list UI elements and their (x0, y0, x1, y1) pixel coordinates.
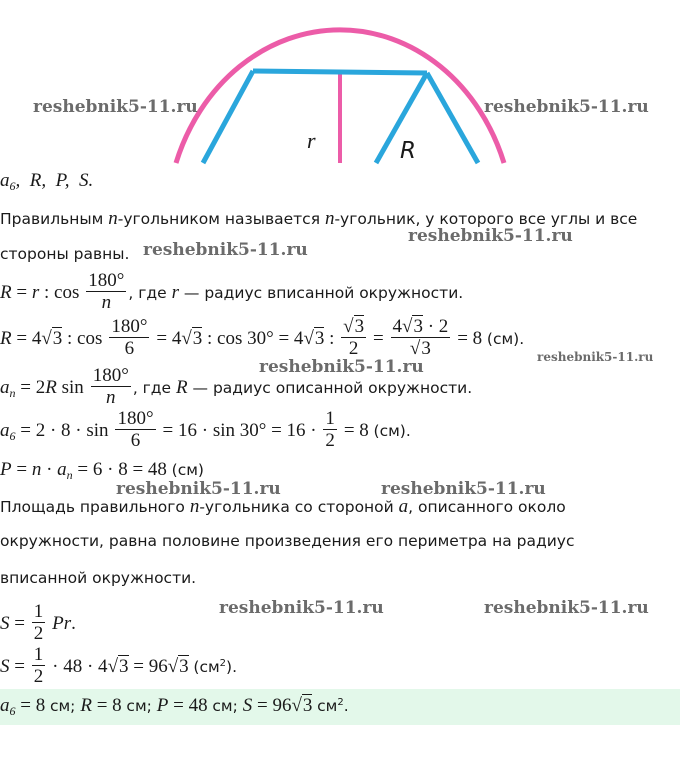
hexagon-top-side (253, 71, 427, 73)
watermark: reshebnik5-11.ru (484, 598, 649, 618)
answer-line: $a_6 = 8$ см; R = 8 см; P = 48 см; S = 96√3 $см^2$. (0, 695, 349, 718)
hexagon-left-side (203, 71, 253, 163)
calc-R-unit: (см). (486, 330, 525, 348)
calc-a: $a_6 = 2 \cdot 8 \cdot \sin$ $\frac{180^\circ}{6}$ = 16 · sin 30° = 16 · $\frac{1}{2}$ = 8 (см). (0, 408, 411, 451)
label-inradius: r (307, 128, 316, 153)
watermark: reshebnik5-11.ru (408, 226, 573, 246)
label-circumradius: R (400, 138, 416, 164)
hexagon-figure (0, 0, 680, 170)
watermark: reshebnik5-11.ru (484, 97, 649, 117)
watermark: reshebnik5-11.ru (219, 598, 384, 618)
calc-R: R = 4√3 : cos $\frac{180^\circ}{6}$ = 4√3 : cos 30° = 4√3 : $\frac{√3}{2}$ = $\frac{4√3 \cdot 2}{√3}$ = 8 (см). (0, 316, 525, 359)
calc-P: $P = n \cdot a_n = 6 \cdot 8 = 48$ (см) (0, 459, 204, 482)
formula-S: S = $\frac{1}{2}$ Pr. (0, 601, 76, 644)
calc-S-unit: $(см^2)$. (193, 657, 238, 676)
watermark: reshebnik5-11.ru (143, 240, 308, 260)
definition-line-2: стороны равны. (0, 245, 130, 263)
formula-R: R = r : cos $\frac{180^\circ}{n}$ , где r — радиус вписанной окружности. (0, 270, 464, 313)
watermark: reshebnik5-11.ru (33, 97, 198, 117)
watermark: reshebnik5-11.ru (381, 479, 546, 499)
area-text-line-1: Площадь правильного n-угольника со стороной a, описанного около (0, 496, 566, 517)
calc-S: S = $\frac{1}{2}$ · 48 · 4√3 = 96√3 $(см^2)$. (0, 644, 238, 687)
given-line: $a_6$, R, P, S. (0, 170, 94, 193)
area-text-line-2: окружности, равна половине произведения его периметра на радиус (0, 532, 575, 550)
hexagon-right-side (427, 73, 478, 163)
watermark: reshebnik5-11.ru (116, 479, 281, 499)
area-text-line-3: вписанной окружности. (0, 569, 197, 587)
calc-a-unit: (см). (373, 422, 411, 440)
definition-line-1: Правильным n-угольником называется n-угольник, у которого все углы и все (0, 208, 638, 229)
watermark: reshebnik5-11.ru (259, 357, 424, 377)
watermark: reshebnik5-11.ru (537, 350, 654, 364)
formula-a: $a_n = 2R$ sin $\frac{180^\circ}{n}$ , где R — радиус описанной окружности. (0, 365, 473, 408)
calc-P-unit: (см) (171, 461, 204, 479)
